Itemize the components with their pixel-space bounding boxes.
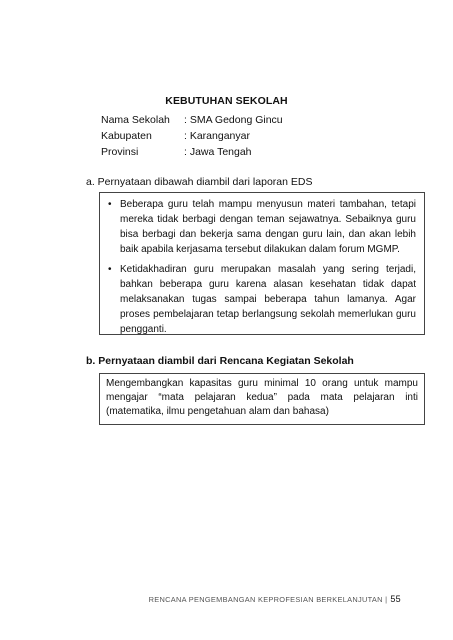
list-item: • Ketidakhadiran guru merupakan masalah yang sering terjadi, bahkan beberapa guru karena alasan kesehatan tidak dapat melaksanakan tugas sampai beberapa tahun lamanya. Agar proses pembelajaran tetap berlangsung sekolah memerlukan guru pengganti.	[100, 262, 416, 337]
page-title: KEBUTUHAN SEKOLAH	[165, 95, 288, 107]
page-footer	[149, 594, 401, 604]
info-label: Provinsi	[101, 146, 139, 158]
list-item: • Beberapa guru telah mampu menyusun materi tambahan, tetapi mereka tidak berbagi dengan teman sejawatnya. Sebaiknya guru bisa berbagi dan bekerja sama dengan guru lain, dan akan lebih baik apabila kerjasama tersebut dilakukan dalam forum MGMP.	[100, 197, 416, 257]
info-value: : Karanganyar	[184, 130, 250, 142]
footer-text: RENCANA PENGEMBANGAN KEPROFESIAN BERKELANJUTAN |	[148, 595, 388, 604]
section-a-list	[100, 197, 424, 337]
info-label: Nama Sekolah	[101, 114, 170, 126]
section-a-heading: a. Pernyataan dibawah diambil dari laporan EDS	[86, 176, 313, 188]
info-label: Kabupaten	[101, 130, 152, 142]
page-number: 55	[390, 594, 401, 604]
info-value: : Jawa Tengah	[184, 146, 252, 158]
section-b-text: Mengembangkan kapasitas guru minimal 10 orang untuk mampu mengajar “mata pelajaran kedua” pada mata pelajaran inti (matematika, ilmu pengetahuan alam dan bahasa)	[106, 378, 418, 417]
section-b-heading: b. Pernyataan diambil dari Rencana Kegiatan Sekolah	[86, 355, 354, 367]
section-a-box	[99, 192, 425, 335]
info-value: : SMA Gedong Gincu	[184, 114, 283, 126]
section-b-box	[99, 373, 425, 425]
